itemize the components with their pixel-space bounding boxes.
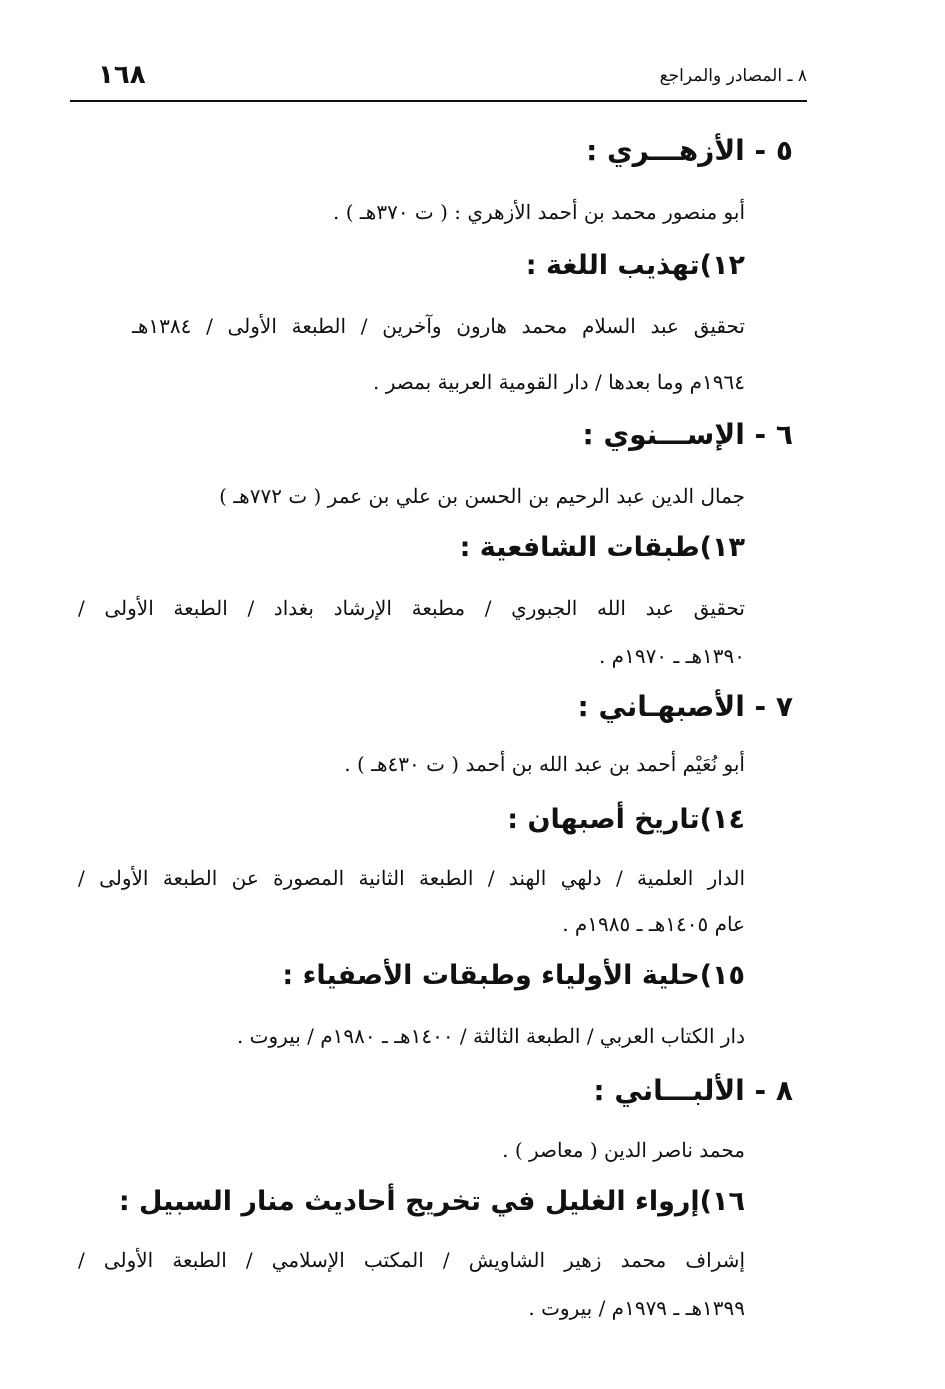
book-title-hilyat-alawliya: ١٥)حلية الأولياء وطبقات الأصفياء :: [282, 960, 745, 991]
citation-line: تحقيق عبد الله الجبوري / مطبعة الإرشاد بغداد / الطبعة الأولى /: [78, 596, 745, 620]
author-line-albani: محمد ناصر الدين ( معاصر ) .: [502, 1138, 745, 1162]
citation-line: عام ١٤٠٥هـ ـ ١٩٨٥م .: [562, 912, 745, 936]
citation-line: دار الكتاب العربي / الطبعة الثالثة / ١٤٠٠هـ ـ ١٩٨٠م / بيروت .: [236, 1024, 745, 1048]
page-number: ١٦٨: [98, 60, 146, 90]
author-line-azhari: أبو منصور محمد بن أحمد الأزهري : ( ت ٣٧٠هـ ) .: [333, 200, 745, 224]
book-title-tabaqat-alshafiiya: ١٣)طبقات الشافعية :: [459, 532, 745, 563]
author-line-asbahani: أبو نُعَيْم أحمد بن عبد الله بن أحمد ( ت ٤٣٠هـ ) .: [344, 752, 745, 776]
citation-line: إشراف محمد زهير الشاويش / المكتب الإسلامي / الطبعة الأولى /: [78, 1248, 745, 1272]
citation-line: ١٣٩٠هـ ـ ١٩٧٠م .: [598, 644, 745, 668]
section-heading-asbahani: ٧ - الأصبهـاني :: [577, 690, 793, 723]
book-title-tahdhib-allugha: ١٢)تهذيب اللغة :: [525, 250, 745, 281]
section-heading-isnawi: ٦ - الإســـنوي :: [582, 418, 793, 451]
section-heading-albani: ٨ - الألبـــاني :: [593, 1074, 793, 1107]
book-title-tarikh-asbahan: ١٤)تاريخ أصبهان :: [507, 804, 745, 835]
citation-line: تحقيق عبد السلام محمد هارون وآخرين / الطبعة الأولى / ١٣٨٤هـ: [132, 314, 745, 338]
citation-line: ١٣٩٩هـ ـ ١٩٧٩م / بيروت .: [528, 1296, 745, 1320]
author-line-isnawi: جمال الدين عبد الرحيم بن الحسن بن علي بن عمر ( ت ٧٧٢هـ ): [219, 484, 745, 508]
book-title-irwa-alghalil: ١٦)إرواء الغليل في تخريج أحاديث منار السبيل :: [118, 1186, 745, 1217]
section-heading-azhari: ٥ - الأزهـــري :: [586, 134, 793, 167]
citation-line: الدار العلمية / دلهي الهند / الطبعة الثانية المصورة عن الطبعة الأولى /: [78, 866, 745, 890]
citation-line: ١٩٦٤م وما بعدها / دار القومية العربية بمصر .: [373, 370, 745, 394]
header-chapter-title: ٨ ـ المصادر والمراجع: [659, 66, 807, 86]
running-header: [70, 60, 807, 102]
